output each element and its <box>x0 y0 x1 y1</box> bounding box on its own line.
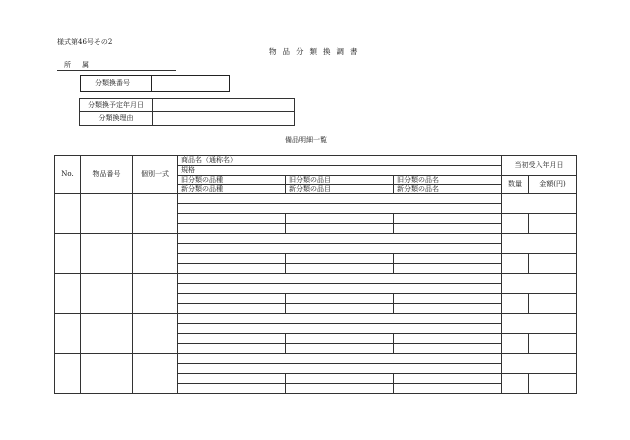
entry-new-item-cell[interactable] <box>286 264 394 274</box>
header-spec: 規格 <box>178 166 502 176</box>
entry-old-kind-cell[interactable] <box>178 374 286 384</box>
entry-no-cell[interactable] <box>55 314 81 354</box>
entry-product-name-cell[interactable] <box>178 354 502 364</box>
entry-individual-cell[interactable] <box>133 234 178 274</box>
entry-item-number-cell[interactable] <box>81 274 133 314</box>
entry-item-number-cell[interactable] <box>81 314 133 354</box>
entry-quantity-cell[interactable] <box>502 334 529 354</box>
entry-acquired-date-cell[interactable] <box>502 314 577 334</box>
entry-product-name-cell[interactable] <box>178 194 502 204</box>
schedule-table <box>79 98 295 126</box>
page-title: 物品分類換調書 <box>269 47 364 56</box>
entry-old-kind-cell[interactable] <box>178 214 286 224</box>
header-acquired-date: 当初受入年月日 <box>502 156 577 176</box>
entry-acquired-date-cell[interactable] <box>502 274 577 294</box>
entry-old-name-cell[interactable] <box>394 214 502 224</box>
classification-number-label: 分類換番号 <box>95 79 130 87</box>
entry-spec-cell[interactable] <box>178 324 502 334</box>
entry-new-kind-cell[interactable] <box>178 304 286 314</box>
entry-amount-cell[interactable] <box>529 294 577 314</box>
entry-old-kind-cell[interactable] <box>178 294 286 304</box>
header-old-item: 旧分類の品目 <box>286 176 394 185</box>
header-no: No. <box>55 156 81 194</box>
entry-item-number-cell[interactable] <box>81 354 133 394</box>
header-individual: 個別一式 <box>133 156 178 194</box>
entry-product-name-cell[interactable] <box>178 314 502 324</box>
entry-individual-cell[interactable] <box>133 314 178 354</box>
entry-spec-cell[interactable] <box>178 244 502 254</box>
entry-new-kind-cell[interactable] <box>178 344 286 354</box>
entry-no-cell[interactable] <box>55 234 81 274</box>
entry-new-name-cell[interactable] <box>394 224 502 234</box>
entry-old-name-cell[interactable] <box>394 334 502 344</box>
equipment-detail-table <box>54 155 577 394</box>
header-new-name: 新分類の品名 <box>394 185 502 194</box>
entry-old-kind-cell[interactable] <box>178 254 286 264</box>
entry-new-item-cell[interactable] <box>286 304 394 314</box>
entry-acquired-date-cell[interactable] <box>502 234 577 254</box>
entry-spec-cell[interactable] <box>178 204 502 214</box>
entry-new-name-cell[interactable] <box>394 304 502 314</box>
entry-old-name-cell[interactable] <box>394 374 502 384</box>
header-new-kind: 新分類の品種 <box>178 185 286 194</box>
entry-new-name-cell[interactable] <box>394 264 502 274</box>
header-old-kind: 旧分類の品種 <box>178 176 286 185</box>
entry-new-item-cell[interactable] <box>286 384 394 394</box>
entry-new-name-cell[interactable] <box>394 384 502 394</box>
entry-old-item-cell[interactable] <box>286 294 394 304</box>
list-title: 備品明細一覧 <box>285 136 327 144</box>
entry-individual-cell[interactable] <box>133 354 178 394</box>
header-old-name: 旧分類の品名 <box>394 176 502 185</box>
entry-product-name-cell[interactable] <box>178 274 502 284</box>
entry-new-item-cell[interactable] <box>286 224 394 234</box>
entry-old-item-cell[interactable] <box>286 334 394 344</box>
entry-new-kind-cell[interactable] <box>178 224 286 234</box>
entry-individual-cell[interactable] <box>133 194 178 234</box>
entry-amount-cell[interactable] <box>529 374 577 394</box>
entry-quantity-cell[interactable] <box>502 374 529 394</box>
entry-old-kind-cell[interactable] <box>178 334 286 344</box>
classification-number-field[interactable] <box>153 76 229 91</box>
entry-old-name-cell[interactable] <box>394 254 502 264</box>
entry-item-number-cell[interactable] <box>81 194 133 234</box>
entry-quantity-cell[interactable] <box>502 254 529 274</box>
header-new-item: 新分類の品目 <box>286 185 394 194</box>
entry-amount-cell[interactable] <box>529 214 577 234</box>
entry-spec-cell[interactable] <box>178 364 502 374</box>
header-product-name: 商品名（通称名） <box>178 156 502 166</box>
entry-quantity-cell[interactable] <box>502 294 529 314</box>
entry-old-name-cell[interactable] <box>394 294 502 304</box>
entry-new-kind-cell[interactable] <box>178 264 286 274</box>
entry-individual-cell[interactable] <box>133 274 178 314</box>
entry-no-cell[interactable] <box>55 354 81 394</box>
entry-acquired-date-cell[interactable] <box>502 194 577 214</box>
schedule-reason-field[interactable] <box>153 112 295 126</box>
entry-no-cell[interactable] <box>55 194 81 234</box>
entry-amount-cell[interactable] <box>529 254 577 274</box>
entry-acquired-date-cell[interactable] <box>502 354 577 374</box>
schedule-reason-label: 分類換理由 <box>80 112 153 126</box>
classification-number-box <box>80 75 230 92</box>
entry-amount-cell[interactable] <box>529 334 577 354</box>
affiliation-label: 所 属 <box>64 61 91 69</box>
header-amount: 金額(円) <box>529 176 577 194</box>
entry-product-name-cell[interactable] <box>178 234 502 244</box>
schedule-date-label: 分類換予定年月日 <box>80 99 153 112</box>
form-number: 様式第46号その2 <box>57 38 113 46</box>
entry-quantity-cell[interactable] <box>502 214 529 234</box>
entry-new-item-cell[interactable] <box>286 344 394 354</box>
affiliation-underline <box>57 70 176 71</box>
entry-item-number-cell[interactable] <box>81 234 133 274</box>
entry-new-name-cell[interactable] <box>394 344 502 354</box>
entry-spec-cell[interactable] <box>178 284 502 294</box>
header-quantity: 数量 <box>502 176 529 194</box>
entry-old-item-cell[interactable] <box>286 254 394 264</box>
header-item-number: 物品番号 <box>81 156 133 194</box>
entry-old-item-cell[interactable] <box>286 214 394 224</box>
entry-no-cell[interactable] <box>55 274 81 314</box>
entry-old-item-cell[interactable] <box>286 374 394 384</box>
schedule-date-field[interactable] <box>153 99 295 112</box>
entry-new-kind-cell[interactable] <box>178 384 286 394</box>
